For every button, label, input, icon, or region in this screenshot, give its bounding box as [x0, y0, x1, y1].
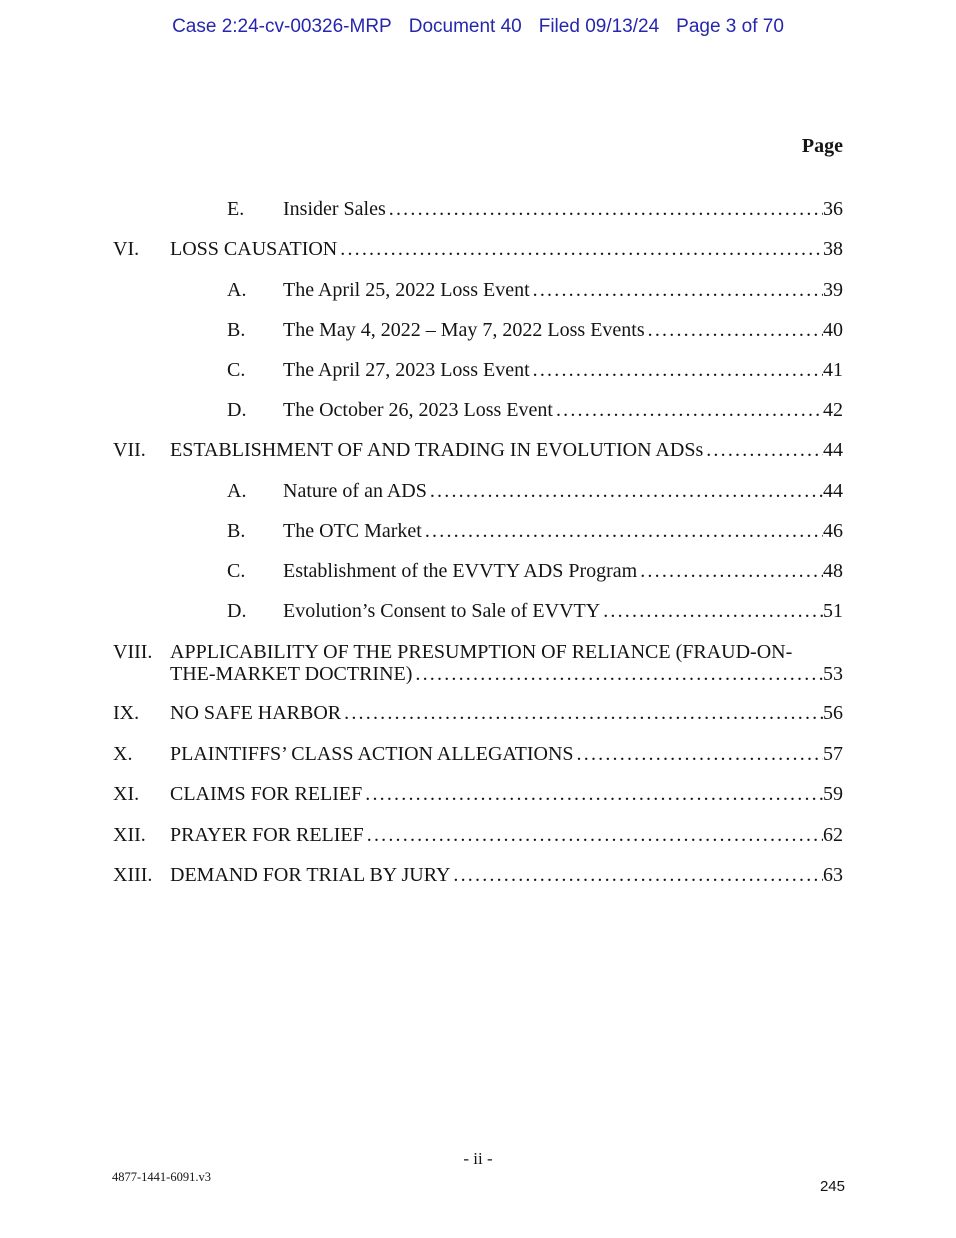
- toc-entry: [113, 279, 843, 302]
- toc-page-number: 51: [823, 600, 843, 622]
- toc-entry-number: XII.: [113, 824, 146, 846]
- toc-entry: [113, 520, 843, 543]
- toc-entry: [113, 480, 843, 503]
- toc-entry-continuation: [113, 663, 843, 686]
- toc-dot-leader: [603, 600, 823, 623]
- toc-entry-number: VI.: [113, 238, 140, 260]
- toc-entry-title: LOSS CAUSATION: [170, 238, 338, 260]
- bates-number: 245: [819, 1178, 845, 1195]
- toc-entry-title: CLAIMS FOR RELIEF: [170, 783, 363, 805]
- filed-date: Filed 09/13/24: [538, 16, 660, 37]
- toc-entry-title: The April 27, 2023 Loss Event: [283, 359, 530, 381]
- toc-page-number: 53: [823, 663, 843, 685]
- toc-entry-number: B.: [227, 520, 246, 542]
- toc-page-number: 62: [823, 824, 843, 846]
- toc-entry-title: NO SAFE HARBOR: [170, 702, 342, 724]
- toc-dot-leader: [344, 702, 823, 725]
- toc-entry: [113, 198, 843, 221]
- toc-page-number: 57: [823, 743, 843, 765]
- toc-dot-leader: [415, 663, 823, 686]
- toc-entry-number: A.: [227, 480, 247, 502]
- toc-entry: [113, 702, 843, 725]
- page-column-header: Page: [801, 135, 843, 157]
- toc-entry-number: XI.: [113, 783, 140, 805]
- toc-entry-title: PRAYER FOR RELIEF: [170, 824, 364, 846]
- toc-dot-leader: [453, 864, 823, 887]
- toc-page-number: 36: [823, 198, 843, 220]
- toc-dot-leader: [425, 520, 823, 543]
- toc-entry: [113, 824, 843, 847]
- toc-entry-title: APPLICABILITY OF THE PRESUMPTION OF RELIANCE (FRAUD-ON-: [170, 641, 793, 663]
- toc-entry-title: Insider Sales: [283, 198, 386, 220]
- toc-entry: [113, 319, 843, 342]
- toc-entry-title: The May 4, 2022 – May 7, 2022 Loss Events: [283, 319, 645, 341]
- toc-entry: [113, 359, 843, 382]
- toc-entry: [113, 743, 843, 766]
- toc-entry: [113, 439, 843, 462]
- toc-entry-title: Evolution’s Consent to Sale of EVVTY: [283, 600, 601, 622]
- toc-entry: [113, 560, 843, 583]
- toc-entry: [113, 600, 843, 623]
- toc-dot-leader: [556, 399, 823, 422]
- toc-page-number: 39: [823, 279, 843, 301]
- toc-entry: [113, 238, 843, 261]
- toc-entry-number: X.: [113, 743, 133, 765]
- case-number: Case 2:24-cv-00326-MRP: [172, 16, 392, 37]
- toc-dot-leader: [577, 743, 823, 766]
- toc-dot-leader: [367, 824, 823, 847]
- toc-entry: [113, 641, 843, 664]
- toc-dot-leader: [640, 560, 823, 583]
- toc-entry-title: The October 26, 2023 Loss Event: [283, 399, 553, 421]
- toc-page-number: 46: [823, 520, 843, 542]
- toc-entry: [113, 864, 843, 887]
- toc-page-number: 41: [823, 359, 843, 381]
- toc-entry-title: Nature of an ADS: [283, 480, 427, 502]
- toc-dot-leader: [340, 238, 823, 261]
- toc-entry-title: DEMAND FOR TRIAL BY JURY: [170, 864, 451, 886]
- toc-page-number: 42: [823, 399, 843, 421]
- toc-dot-leader: [533, 359, 823, 382]
- toc-dot-leader: [365, 783, 823, 806]
- toc-dot-leader: [533, 279, 823, 302]
- toc-page-number: 38: [823, 238, 843, 260]
- toc-page-number: 44: [823, 439, 843, 461]
- toc-page-number: 59: [823, 783, 843, 805]
- toc-entry-number: B.: [227, 319, 246, 341]
- toc-entry-number: E.: [227, 198, 245, 220]
- toc-entry-number: VIII.: [113, 641, 153, 663]
- court-filing-stamp: [0, 16, 956, 38]
- toc-entry-number: C.: [227, 560, 246, 582]
- toc-entry-number: D.: [227, 600, 247, 622]
- toc-entry-title: The OTC Market: [283, 520, 422, 542]
- toc-entry-title: The April 25, 2022 Loss Event: [283, 279, 530, 301]
- doc-version-number: 4877-1441-6091.v3: [112, 1170, 211, 1184]
- toc-dot-leader: [648, 319, 823, 342]
- toc-entry-number: IX.: [113, 702, 140, 724]
- toc-entry-number: XIII.: [113, 864, 153, 886]
- footer-page-number: - ii -: [463, 1149, 493, 1168]
- toc-entry-number: C.: [227, 359, 246, 381]
- toc-dot-leader: [430, 480, 823, 503]
- stamp-page-count: Page 3 of 70: [676, 16, 784, 37]
- toc-page-number: 44: [823, 480, 843, 502]
- document-number: Document 40: [408, 16, 522, 37]
- toc-dot-leader: [389, 198, 823, 221]
- toc-entry-number: VII.: [113, 439, 146, 461]
- toc-entry-title: THE-MARKET DOCTRINE): [170, 663, 413, 685]
- toc-entry-number: A.: [227, 279, 247, 301]
- toc-entry: [113, 783, 843, 806]
- toc-entry-title: PLAINTIFFS’ CLASS ACTION ALLEGATIONS: [170, 743, 574, 765]
- toc-page-number: 48: [823, 560, 843, 582]
- toc-page-number: 40: [823, 319, 843, 341]
- toc-entry: [113, 399, 843, 422]
- toc-entry-title: Establishment of the EVVTY ADS Program: [283, 560, 638, 582]
- toc-entry-title: ESTABLISHMENT OF AND TRADING IN EVOLUTION ADSs: [170, 439, 704, 461]
- toc-dot-leader: [706, 439, 823, 462]
- toc-page-number: 56: [823, 702, 843, 724]
- toc-page-number: 63: [823, 864, 843, 886]
- toc-entry-number: D.: [227, 399, 247, 421]
